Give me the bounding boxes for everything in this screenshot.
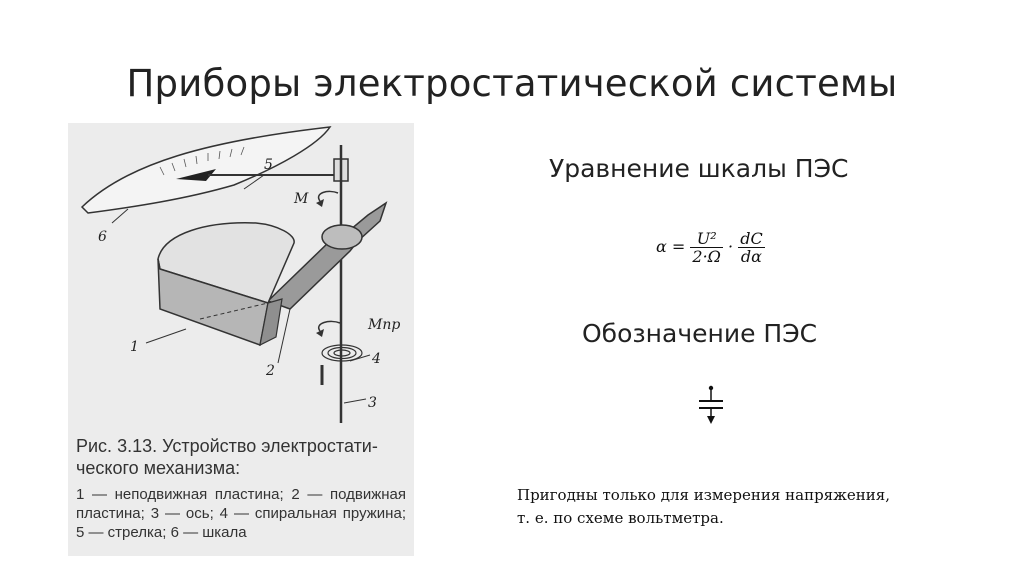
designation-heading: Обозначение ПЭС [582, 319, 818, 348]
formula-den-1: 2·Ω [692, 247, 721, 266]
label-4: 4 [372, 351, 381, 367]
label-m: M [294, 191, 309, 207]
caption-head: Рис. 3.13. Устройство электростати-ческого механизма: [76, 436, 378, 478]
legend-item: 3 — ось; [150, 505, 214, 522]
electrostatic-meter-symbol-icon [696, 384, 726, 426]
scale-equation-heading: Уравнение шкалы ПЭС [549, 154, 849, 183]
slide-title: Приборы электростатической системы [126, 62, 898, 105]
legend-item: 4 — спиральная пружина; [219, 505, 406, 522]
figure-caption [76, 435, 406, 542]
formula-lhs: α = [656, 237, 686, 256]
label-5: 5 [264, 157, 273, 173]
scale-equation-formula [656, 230, 765, 265]
torque-arrow-m [319, 191, 338, 201]
label-1: 1 [130, 339, 139, 355]
usage-note: Пригодны только для измерения напряжения, т. е. по схеме вольтметра. [517, 486, 891, 527]
label-2: 2 [266, 363, 275, 379]
caption-legend [76, 485, 406, 542]
label-3: 3 [368, 395, 377, 411]
formula-den-2: dα [740, 247, 762, 266]
torque-arrow-mpr [319, 321, 340, 331]
scale-plate [82, 127, 330, 213]
mechanism-drawing [68, 123, 414, 433]
legend-item: 5 — стрелка; [76, 524, 167, 541]
formula-operator: · [728, 237, 734, 256]
formula-fraction-1 [690, 230, 723, 265]
formula-fraction-2 [738, 230, 764, 265]
formula-num-1: U² [690, 230, 723, 248]
formula-num-2: dC [740, 229, 763, 248]
mechanism-figure [68, 123, 414, 556]
plate-hub [322, 225, 362, 249]
label-mpr: Mпр [368, 317, 401, 333]
legend-item: 6 — шкала [170, 524, 247, 541]
legend-item: 1 — неподвижная пластина; [76, 486, 284, 503]
legend-item: 2 — подвижная пластина; [76, 486, 406, 522]
label-6: 6 [98, 229, 107, 245]
